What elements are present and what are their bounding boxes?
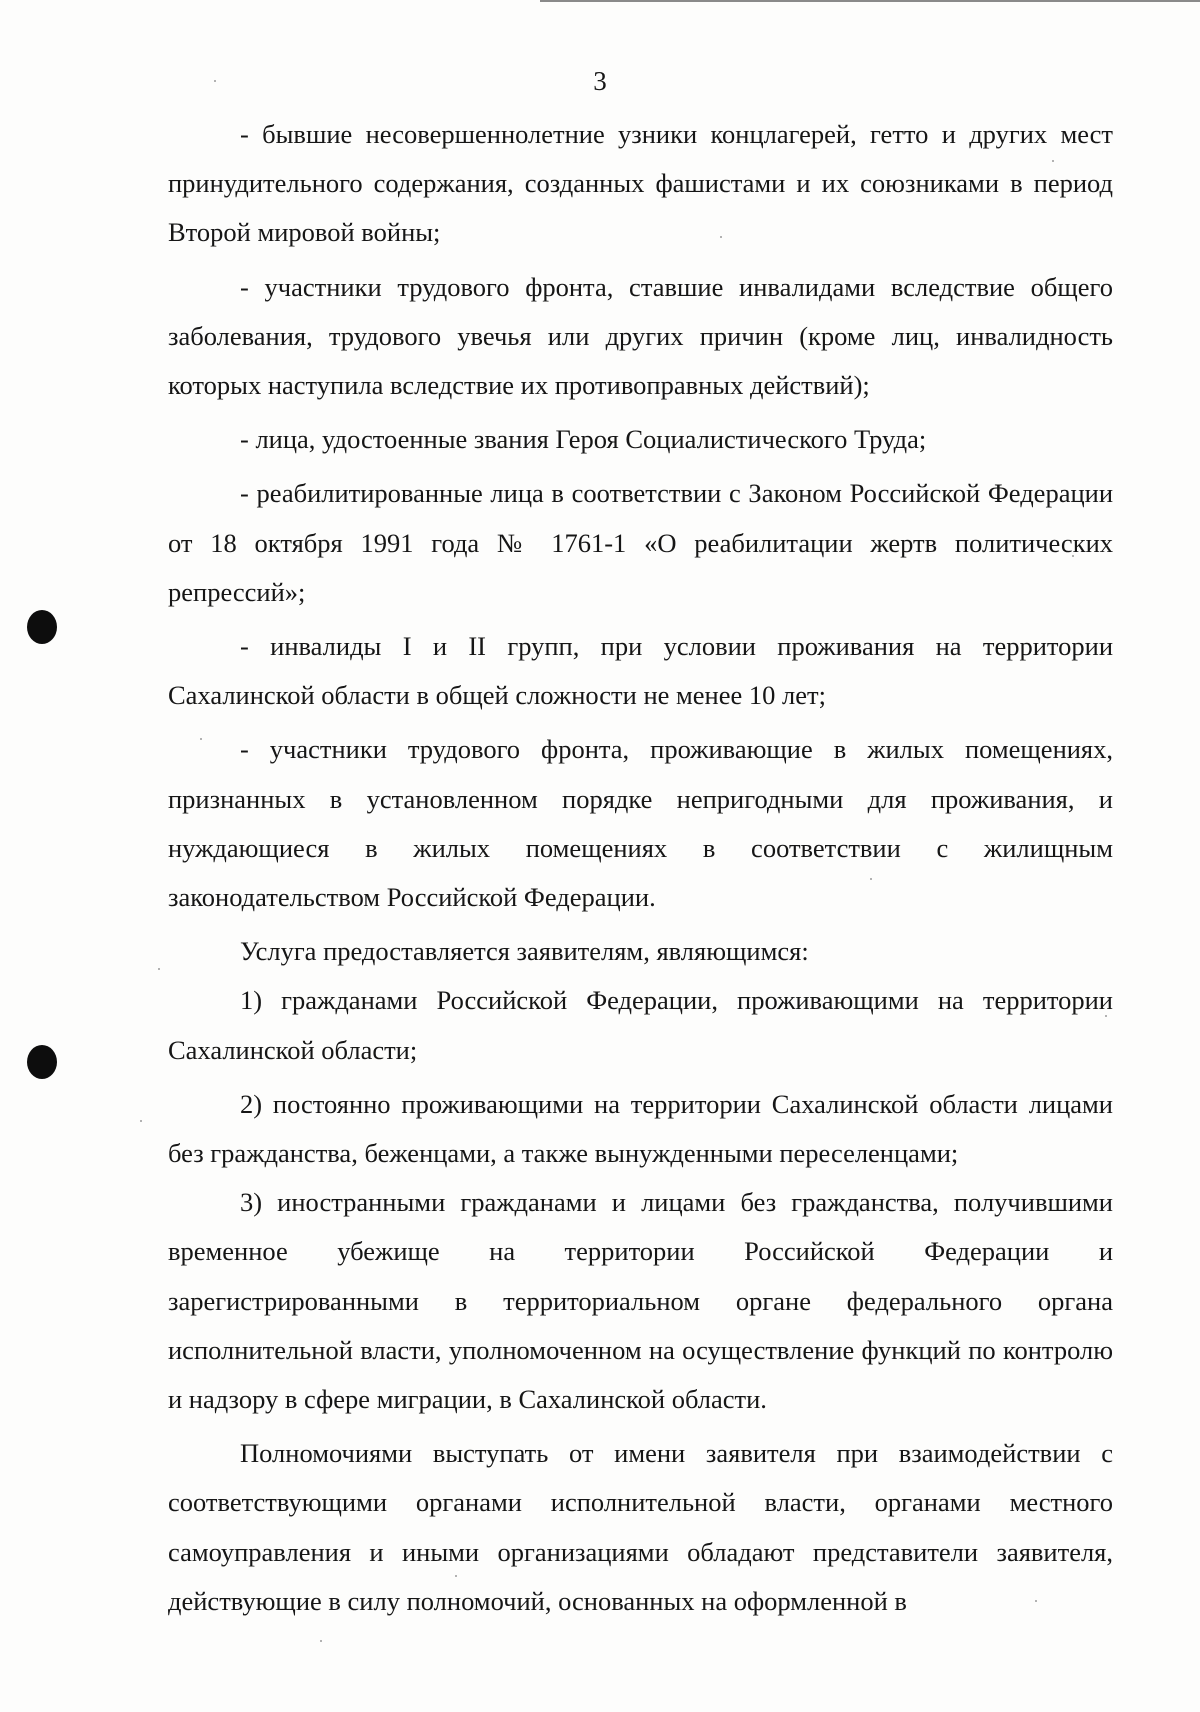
page-number: 3 (593, 66, 607, 96)
paragraph-former-minor-prisoners: - бывшие несовершеннолетние узники концлагерей, гетто и других мест принудительного содержания, созданных фашистами и их союзниками в период Второй мировой войны; (168, 119, 1113, 248)
paragraph-rehabilitated: - реабилитированные лица в соответствии с Законом Российской Федерации от 18 октября 1991 года № 1761-1 «О реабилитации жертв политических репрессий»; (168, 478, 1113, 607)
punch-hole-upper (27, 610, 57, 644)
scan-speck (320, 1640, 322, 1642)
paragraph-item-1: 1) гражданами Российской Федерации, проживающими на территории Сахалинской области; (168, 985, 1113, 1065)
scan-speck (158, 968, 160, 970)
scan-speck (140, 1120, 142, 1122)
paragraph-service-applicants: Услуга предоставляется заявителям, являющимся: (240, 936, 809, 967)
punch-hole-lower (27, 1045, 57, 1079)
paragraph-item-2: 2) постоянно проживающими на территории Сахалинской области лицами без гражданства, беженцами, а также вынужденными переселенцами; (168, 1088, 1113, 1169)
paragraph-disabled-groups: - инвалиды I и II групп, при условии проживания на территории Сахалинской области в общей сложности не менее 10 лет; (168, 631, 1113, 711)
paragraph-labor-front-housing: - участники трудового фронта, проживающие в жилых помещениях, признанных в установленном порядке непригодными для проживания, и нуждающиеся в жилых помещениях в соответствии с жилищным законодательством Российской Федерации. (168, 734, 1113, 913)
scan-top-edge (540, 0, 1200, 2)
paragraph-item-3: 3) иностранными гражданами и лицами без гражданства, получившими временное убежище на территории Российской Федерации и зарегистрированными в территориальном органе федерального органа исполнительной власти, уполномоченном на осуществление функций по контролю и надзору в сфере миграции, в Сахалинской области. (168, 1187, 1113, 1415)
paragraph-representatives: Полномочиями выступать от имени заявителя при взаимодействии с соответствующими органами исполнительной власти, органами местного самоуправления и иными организациями обладают представители заявителя, действующие в силу полномочий, основанных на оформленной в (168, 1438, 1113, 1616)
document-body (168, 110, 1113, 1626)
paragraph-hero-of-labor: - лица, удостоенные звания Героя Социалистического Труда; (240, 424, 927, 455)
paragraph-labor-front-disabled: - участники трудового фронта, ставшие инвалидами вследствие общего заболевания, трудового увечья или других причин (кроме лиц, инвалидность которых наступила вследствие их противоправных действий); (168, 271, 1113, 401)
